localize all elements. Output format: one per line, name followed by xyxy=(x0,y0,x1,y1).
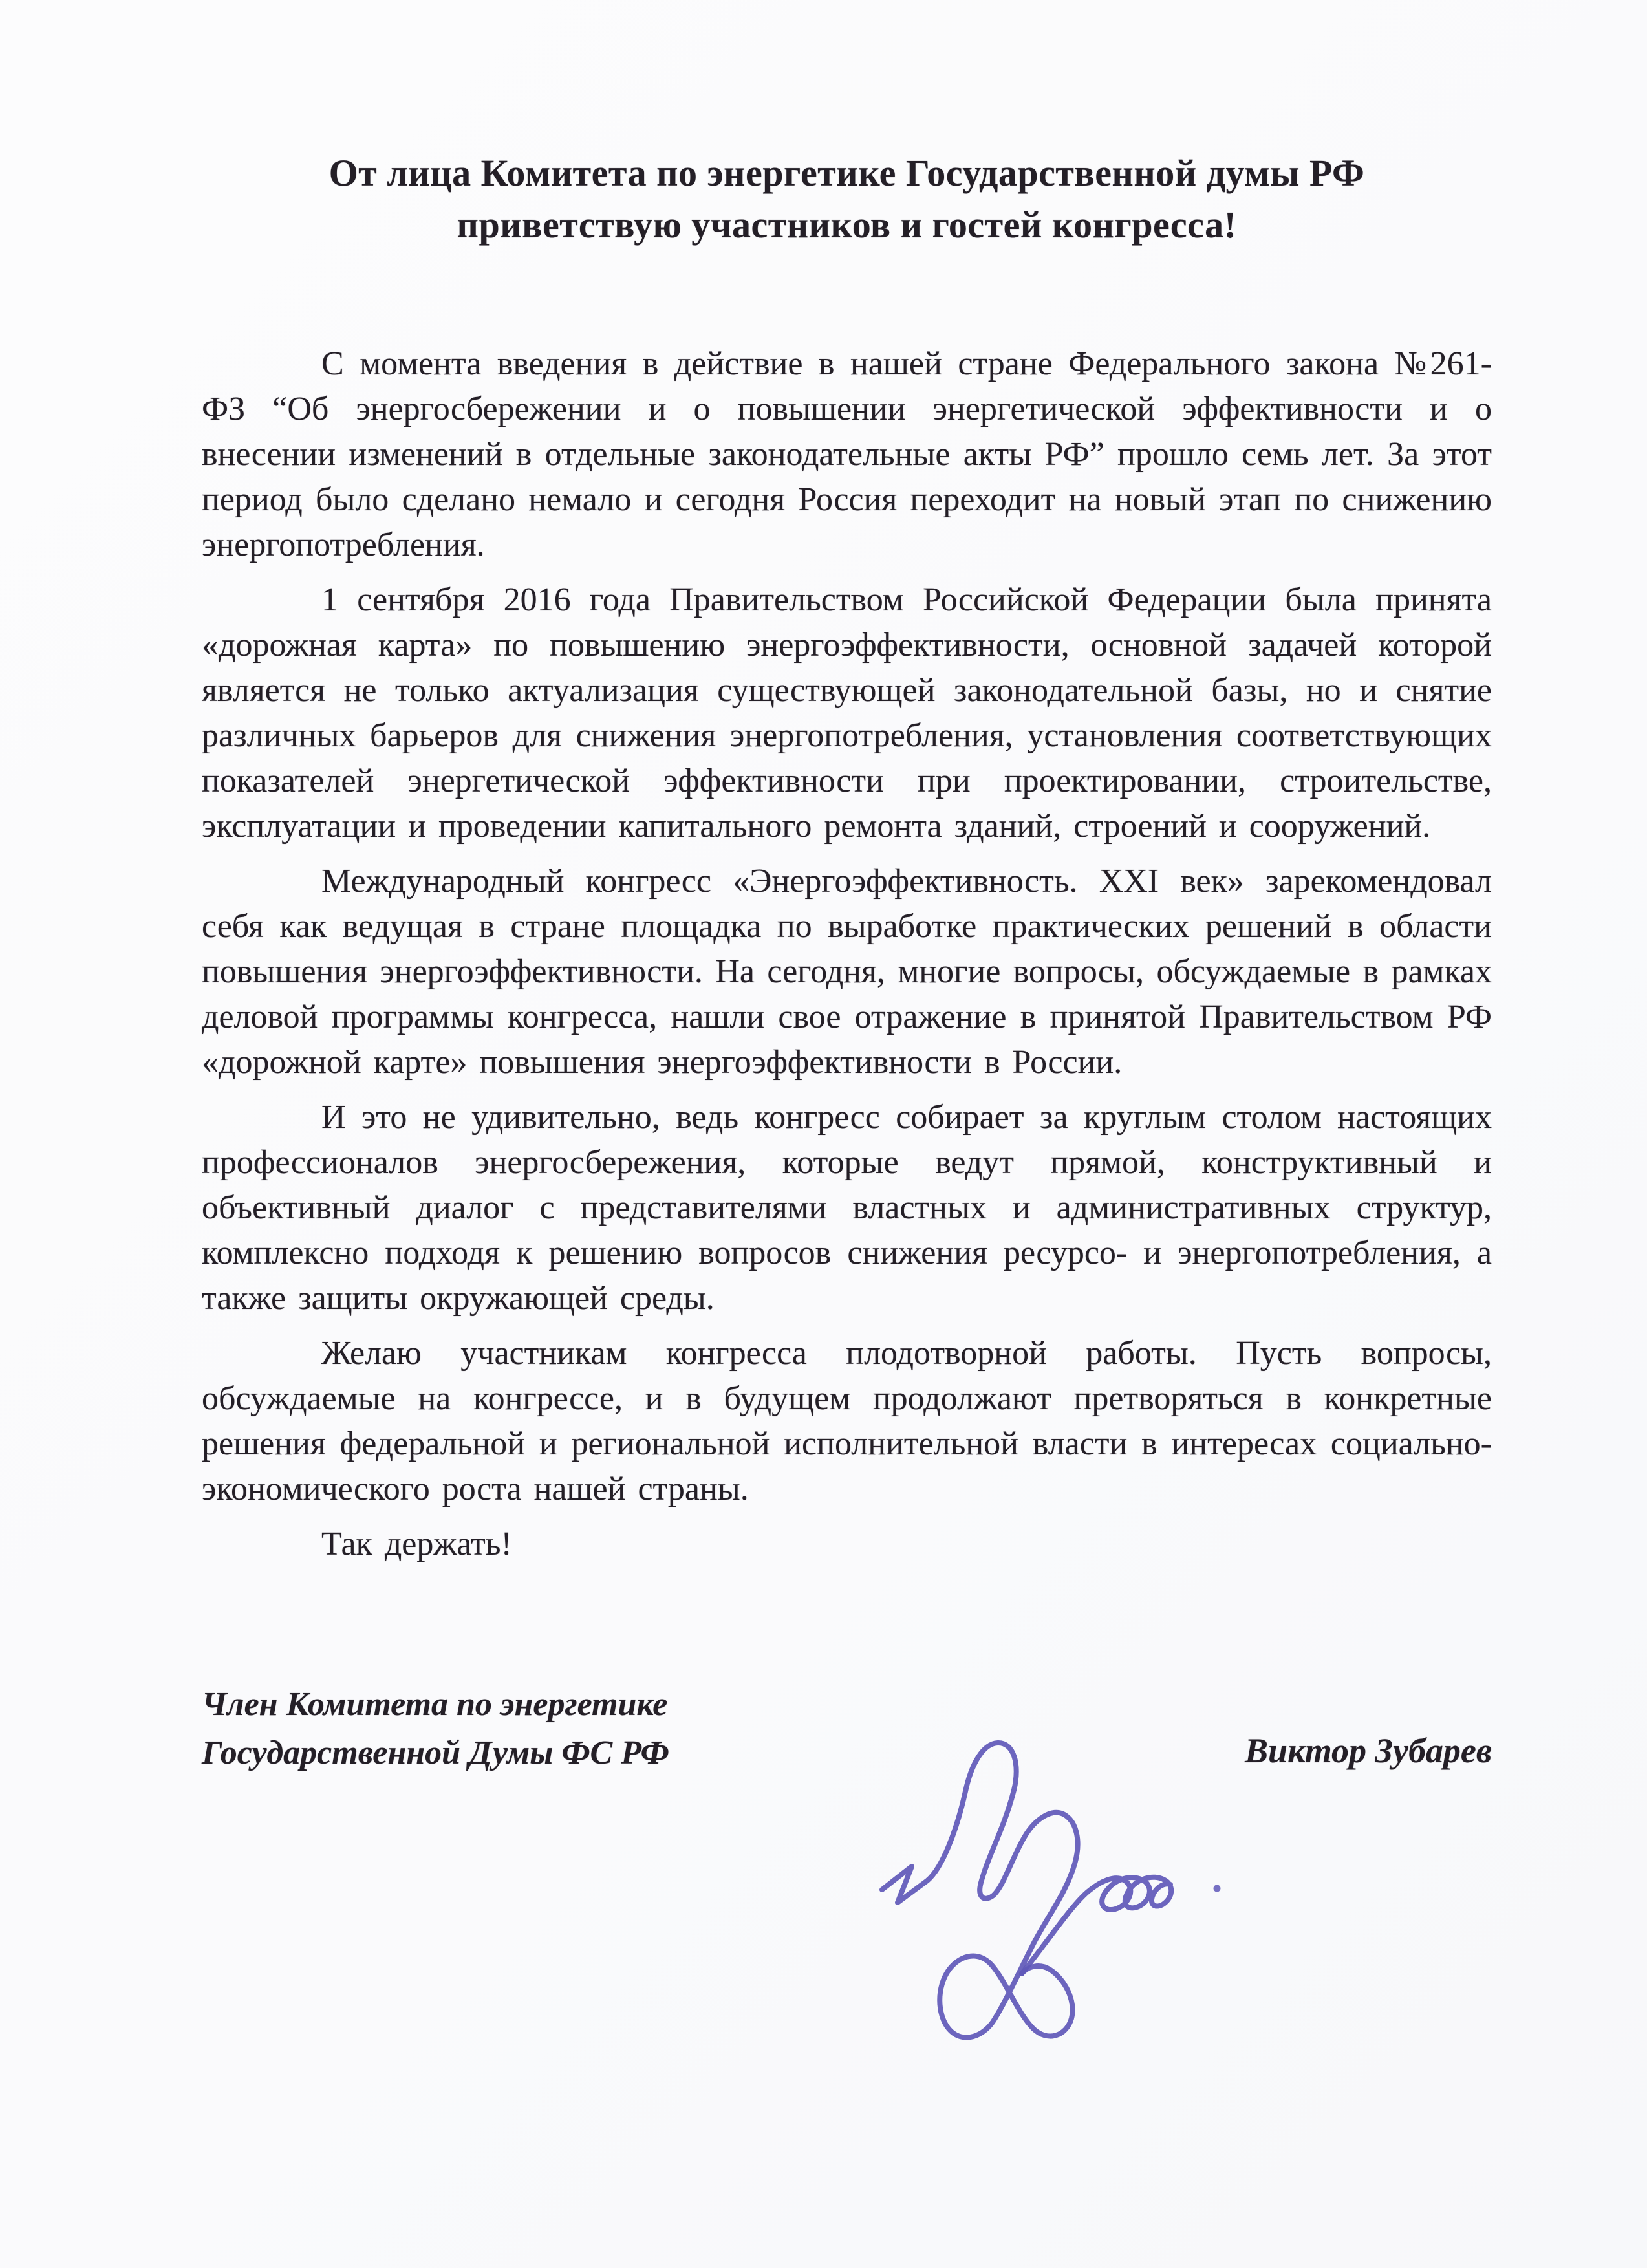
signature-stroke-main xyxy=(882,1743,1078,2038)
title-line-1: От лица Комитета по энергетике Государственной думы РФ xyxy=(328,152,1365,194)
paragraph-3: Международный конгресс «Энергоэффективность. XXI век» зарекомендовал себя как ведущая в стране площадка по выработке практических решений в области повышения энергоэффективности. На сегодня, многие вопросы, обсуждаемые в рамках деловой программы конгресса, нашли свое отражение в принятой Правительством РФ «дорожной карте» повышения энергоэффективности в России. xyxy=(202,863,1492,1081)
handwritten-signature xyxy=(860,1694,1280,2057)
signer-name: Виктор Зубарев xyxy=(1245,1731,1492,1770)
paragraph-2: 1 сентября 2016 года Правительством Российской Федерации была принята «дорожная карта» по повышению энергоэффективности, основной задачей которой является не только актуализация существующей законодательной базы, но и снятие различных барьеров для снижения энергопотребления, установления соответствующих показателей энергетической эффективности при проектировании, строительстве, эксплуатации и проведении капитального ремонта зданий, строений и сооружений. xyxy=(202,581,1492,845)
signer-position xyxy=(202,1680,669,1777)
letter-title xyxy=(202,147,1492,251)
title-line-2: приветствую участников и гостей конгресса! xyxy=(457,204,1237,246)
paragraph-1: С момента введения в действие в нашей стране Федерального закона №261-ФЗ “Об энергосбережении и о повышении энергетической эффективности и о внесении изменений в отдельные законодательные акты РФ” прошло семь лет. За этот период было сделано немало и сегодня Россия переходит на новый этап по снижению энергопотребления. xyxy=(202,345,1492,563)
signer-position-line-1: Член Комитета по энергетике xyxy=(202,1686,668,1723)
signature-ink-dot xyxy=(1214,1885,1221,1892)
closing-line: Так держать! xyxy=(321,1526,512,1562)
letter-content xyxy=(202,0,1492,1777)
signer-position-line-2: Государственной Думы ФС РФ xyxy=(202,1734,669,1771)
paragraph-4: И это не удивительно, ведь конгресс собирает за круглым столом настоящих профессионалов энергосбережения, которые ведут прямой, конструктивный и объективный диалог с представителями властных и административных структур, комплексно подходя к решению вопросов снижения ресурсо- и энергопотребления, а также защиты окружающей среды. xyxy=(202,1099,1492,1317)
signature-block xyxy=(202,1680,1492,1777)
paragraph-5: Желаю участникам конгресса плодотворной работы. Пусть вопросы, обсуждаемые на конгрессе, и в будущем продолжают претворяться в конкретные решения федеральной и региональной исполнительной власти в интересах социально-экономического роста нашей страны. xyxy=(202,1335,1492,1507)
